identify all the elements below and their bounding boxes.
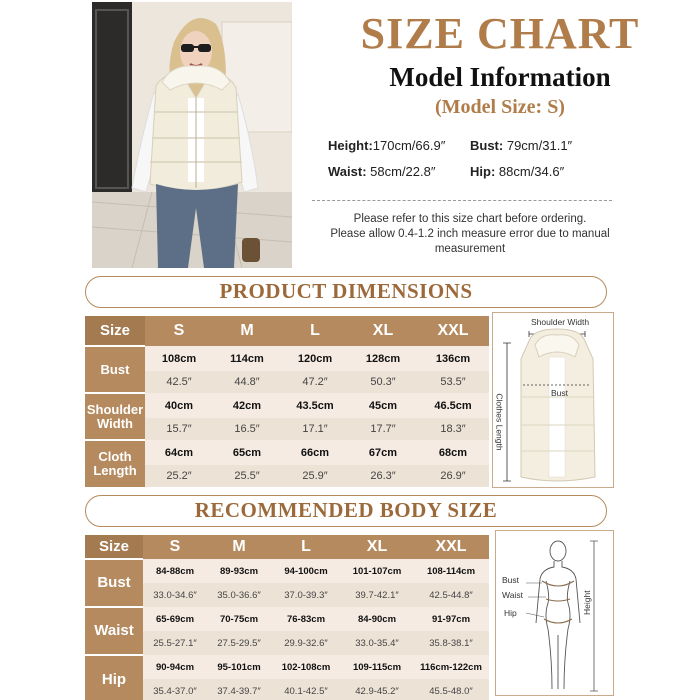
cell-inch: 42.5″ (145, 371, 213, 393)
size-header: S (143, 535, 207, 559)
cell-inch: 47.2″ (281, 371, 349, 393)
row-label-hip: Hip (85, 655, 143, 700)
cell-cm: 114cm (213, 346, 281, 371)
product-dimensions-banner: PRODUCT DIMENSIONS (85, 276, 607, 308)
model-height: Height:170cm/66.9″ (328, 138, 446, 153)
cell-inch: 25.5-27.1″ (143, 631, 207, 655)
size-header: S (145, 316, 213, 346)
cell-cm: 91-97cm (413, 607, 489, 631)
model-size-label: (Model Size: S) (435, 96, 565, 118)
model-hip: Hip: 88cm/34.6″ (470, 164, 565, 179)
row-label-bust: Bust (85, 559, 143, 607)
cell-inch: 35.4-37.0″ (143, 679, 207, 700)
body-bust-label: Bust (502, 575, 520, 585)
cell-inch: 45.5-48.0″ (413, 679, 489, 700)
size-header: XXL (413, 535, 489, 559)
row-label-cloth-length: Cloth Length (85, 440, 145, 487)
size-header: M (207, 535, 271, 559)
cell-cm: 108cm (145, 346, 213, 371)
size-header: XXL (417, 316, 489, 346)
cell-cm: 109-115cm (341, 655, 413, 679)
product-dimensions-table (85, 316, 489, 487)
divider (312, 200, 612, 201)
bust-diagram-label: Bust (551, 388, 569, 398)
cell-cm: 108-114cm (413, 559, 489, 583)
cell-inch: 33.0-35.4″ (341, 631, 413, 655)
measurement-note: Please refer to this size chart before ordering. Please allow 0.4-1.2 inch measure error due to manual measurement (330, 213, 610, 255)
row-label-bust: Bust (85, 346, 145, 393)
cell-inch: 26.3″ (349, 465, 417, 487)
cell-inch: 37.4-39.7″ (207, 679, 271, 700)
size-header: L (271, 535, 341, 559)
cell-inch: 50.3″ (349, 371, 417, 393)
recommended-body-size-banner: RECOMMENDED BODY SIZE (85, 495, 607, 527)
cell-cm: 40cm (145, 393, 213, 418)
size-header: M (213, 316, 281, 346)
vest-diagram (492, 312, 614, 488)
cell-inch: 27.5-29.5″ (207, 631, 271, 655)
cell-cm: 65cm (213, 440, 281, 465)
cell-cm: 76-83cm (271, 607, 341, 631)
cell-inch: 35.0-36.6″ (207, 583, 271, 607)
cell-cm: 67cm (349, 440, 417, 465)
size-header-label: Size (85, 316, 145, 346)
cell-inch: 25.5″ (213, 465, 281, 487)
cell-inch: 25.9″ (281, 465, 349, 487)
cell-cm: 101-107cm (341, 559, 413, 583)
shoulder-width-label: Shoulder Width (531, 317, 590, 327)
cell-inch: 42.5-44.8″ (413, 583, 489, 607)
cell-inch: 40.1-42.5″ (271, 679, 341, 700)
cell-inch: 16.5″ (213, 418, 281, 440)
cell-cm: 84-88cm (143, 559, 207, 583)
cell-inch: 26.9″ (417, 465, 489, 487)
size-header-label: Size (85, 535, 143, 559)
cell-inch: 15.7″ (145, 418, 213, 440)
cell-inch: 25.2″ (145, 465, 213, 487)
cell-cm: 66cm (281, 440, 349, 465)
cell-inch: 17.7″ (349, 418, 417, 440)
cell-cm: 136cm (417, 346, 489, 371)
cell-cm: 102-108cm (271, 655, 341, 679)
cell-inch: 29.9-32.6″ (271, 631, 341, 655)
cell-inch: 17.1″ (281, 418, 349, 440)
clothes-length-label: Clothes Length (494, 393, 505, 451)
model-bust: Bust: 79cm/31.1″ (470, 138, 573, 153)
cell-inch: 39.7-42.1″ (341, 583, 413, 607)
cell-cm: 94-100cm (271, 559, 341, 583)
body-diagram (495, 530, 614, 696)
cell-inch: 42.9-45.2″ (341, 679, 413, 700)
cell-cm: 46.5cm (417, 393, 489, 418)
cell-inch: 44.8″ (213, 371, 281, 393)
cell-cm: 65-69cm (143, 607, 207, 631)
page-title: SIZE CHART (360, 9, 640, 58)
cell-cm: 45cm (349, 393, 417, 418)
cell-cm: 128cm (349, 346, 417, 371)
size-header: XL (349, 316, 417, 346)
body-hip-label: Hip (504, 608, 517, 618)
cell-cm: 120cm (281, 346, 349, 371)
model-info-heading: Model Information (389, 62, 611, 92)
row-label-waist: Waist (85, 607, 143, 655)
row-label-shoulder-width: Shoulder Width (85, 393, 145, 440)
cell-inch: 53.5″ (417, 371, 489, 393)
cell-inch: 37.0-39.3″ (271, 583, 341, 607)
cell-cm: 64cm (145, 440, 213, 465)
cell-cm: 68cm (417, 440, 489, 465)
cell-cm: 70-75cm (207, 607, 271, 631)
cell-inch: 18.3″ (417, 418, 489, 440)
body-size-table (85, 535, 489, 700)
cell-cm: 116cm-122cm (413, 655, 489, 679)
body-waist-label: Waist (502, 590, 523, 600)
cell-cm: 95-101cm (207, 655, 271, 679)
vest-icon (493, 313, 615, 489)
model-photo (92, 2, 292, 268)
cell-cm: 84-90cm (341, 607, 413, 631)
size-header: L (281, 316, 349, 346)
cell-inch: 35.8-38.1″ (413, 631, 489, 655)
size-header: XL (341, 535, 413, 559)
body-height-label: Height (582, 590, 592, 615)
cell-cm: 89-93cm (207, 559, 271, 583)
cell-cm: 42cm (213, 393, 281, 418)
cell-cm: 90-94cm (143, 655, 207, 679)
model-waist: Waist: 58cm/22.8″ (328, 164, 436, 179)
cell-cm: 43.5cm (281, 393, 349, 418)
cell-inch: 33.0-34.6″ (143, 583, 207, 607)
